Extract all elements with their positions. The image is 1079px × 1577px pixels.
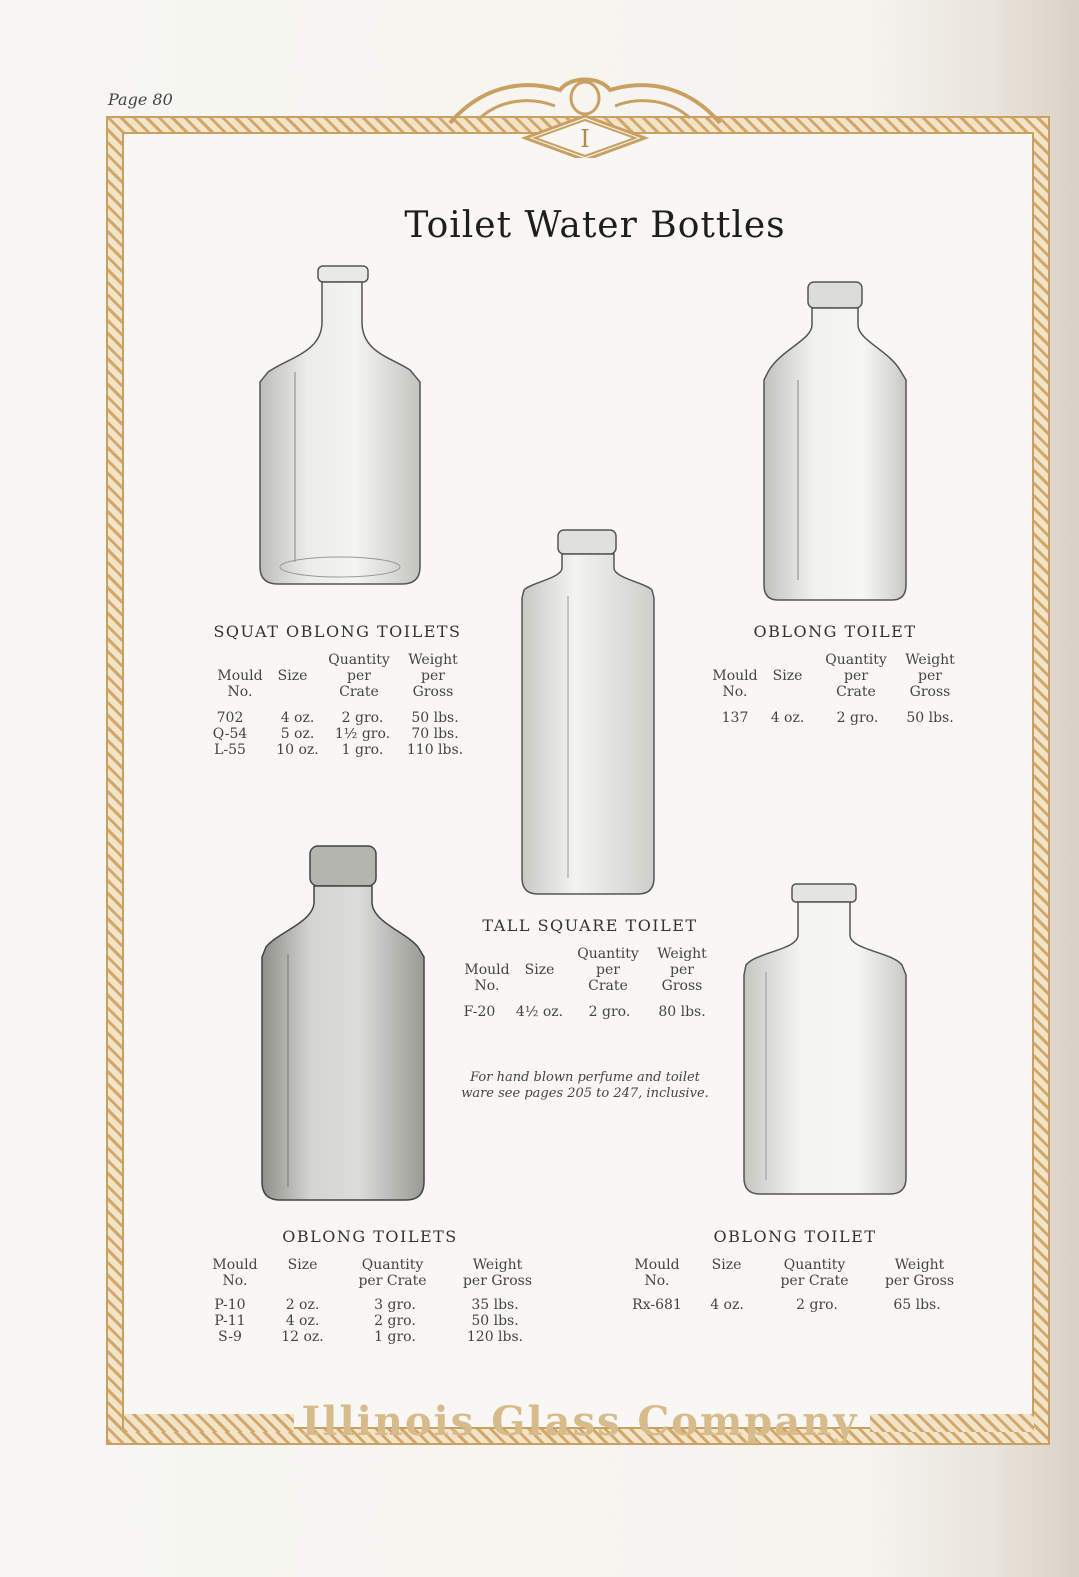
col-quantity: Quantity per Crate: [780, 1257, 849, 1289]
spec-table-squat-oblong: [200, 652, 480, 762]
table-cell: 3 gro.: [374, 1297, 416, 1313]
spec-table-oblong-137: [700, 652, 980, 732]
table-cell: 110 lbs.: [406, 742, 464, 758]
table-cell: 1 gro.: [341, 742, 384, 758]
col-size: Size: [711, 1257, 742, 1273]
oblong-bottle-p10-image: [258, 842, 428, 1207]
col-size: Size: [772, 668, 803, 684]
table-cell: 1½ gro.: [334, 726, 391, 742]
table-cell: S-9: [218, 1329, 242, 1345]
col-weight: Weight per Gross: [884, 1257, 955, 1289]
table-cell: 65 lbs.: [893, 1297, 941, 1313]
section-heading-oblong-toilets: OBLONG TOILETS: [282, 1227, 458, 1246]
table-cell: F-20: [463, 1004, 496, 1020]
table-cell: 70 lbs.: [411, 726, 459, 742]
page-title: Toilet Water Bottles: [404, 205, 786, 246]
col-quantity: Quantity per Crate: [328, 652, 390, 700]
crest-letter: I: [580, 125, 590, 153]
section-heading-tall-square: TALL SQUARE TOILET: [482, 916, 698, 935]
col-weight: Weight per Gross: [657, 946, 707, 994]
col-size: Size: [524, 962, 555, 978]
table-cell: 12 oz.: [281, 1329, 324, 1345]
table-cell: 2 gro.: [341, 710, 384, 726]
oblong-bottle-137-image: [760, 280, 910, 605]
table-cell: L-55: [214, 742, 246, 758]
table-cell: 50 lbs.: [471, 1313, 519, 1329]
company-name-footer: Illinois Glass Company: [301, 1398, 859, 1445]
spec-table-oblong-rx681: [622, 1257, 982, 1337]
table-cell: 2 oz.: [285, 1297, 320, 1313]
col-mould: Mould No.: [464, 962, 510, 994]
table-cell: Rx-681: [632, 1297, 682, 1313]
col-size: Size: [277, 668, 308, 684]
section-heading-oblong-rx681: OBLONG TOILET: [713, 1227, 877, 1246]
hand-blown-note: For hand blown perfume and toilet ware see pages 205 to 247, inclusive.: [461, 1070, 709, 1101]
table-cell: P-10: [214, 1297, 246, 1313]
col-quantity: Quantity per Crate: [825, 652, 887, 700]
table-cell: 2 gro.: [374, 1313, 416, 1329]
table-cell: 50 lbs.: [411, 710, 459, 726]
table-cell: Q-54: [212, 726, 248, 742]
table-cell: 2 gro.: [836, 710, 879, 726]
table-cell: 4 oz.: [770, 710, 805, 726]
col-mould: Mould No.: [712, 668, 758, 700]
col-mould: Mould No.: [217, 668, 263, 700]
table-cell: 35 lbs.: [471, 1297, 519, 1313]
spec-table-tall-square: [452, 946, 732, 1026]
tall-square-bottle-image: [518, 528, 658, 900]
table-cell: 1 gro.: [374, 1329, 416, 1345]
section-heading-oblong-137: OBLONG TOILET: [753, 622, 917, 641]
col-weight: Weight per Gross: [905, 652, 955, 700]
page-number: Page 80: [108, 90, 173, 109]
oblong-bottle-rx681-image: [740, 880, 910, 1200]
table-cell: 4 oz.: [285, 1313, 320, 1329]
crest-ornament: [440, 68, 730, 158]
section-heading-squat-oblong: SQUAT OBLONG TOILETS: [213, 622, 462, 641]
table-cell: 4 oz.: [710, 1297, 744, 1313]
table-cell: 120 lbs.: [466, 1329, 524, 1345]
col-weight: Weight per Gross: [462, 1257, 533, 1289]
table-cell: 2 gro.: [588, 1004, 631, 1020]
table-cell: 137: [721, 710, 749, 726]
table-cell: 4 oz.: [280, 710, 315, 726]
col-quantity: Quantity per Crate: [358, 1257, 427, 1289]
table-cell: 50 lbs.: [906, 710, 954, 726]
col-mould: Mould No.: [212, 1257, 258, 1289]
table-cell: P-11: [214, 1313, 246, 1329]
table-cell: 702: [216, 710, 244, 726]
table-cell: 80 lbs.: [658, 1004, 706, 1020]
table-cell: 2 gro.: [796, 1297, 838, 1313]
table-cell: 10 oz.: [276, 742, 319, 758]
col-mould: Mould No.: [634, 1257, 680, 1289]
spec-table-oblong-toilets: [200, 1257, 560, 1357]
col-weight: Weight per Gross: [408, 652, 458, 700]
col-quantity: Quantity per Crate: [577, 946, 639, 994]
squat-oblong-bottle-image: [250, 262, 430, 592]
col-size: Size: [287, 1257, 318, 1273]
table-cell: 4½ oz.: [515, 1004, 564, 1020]
table-cell: 5 oz.: [280, 726, 315, 742]
